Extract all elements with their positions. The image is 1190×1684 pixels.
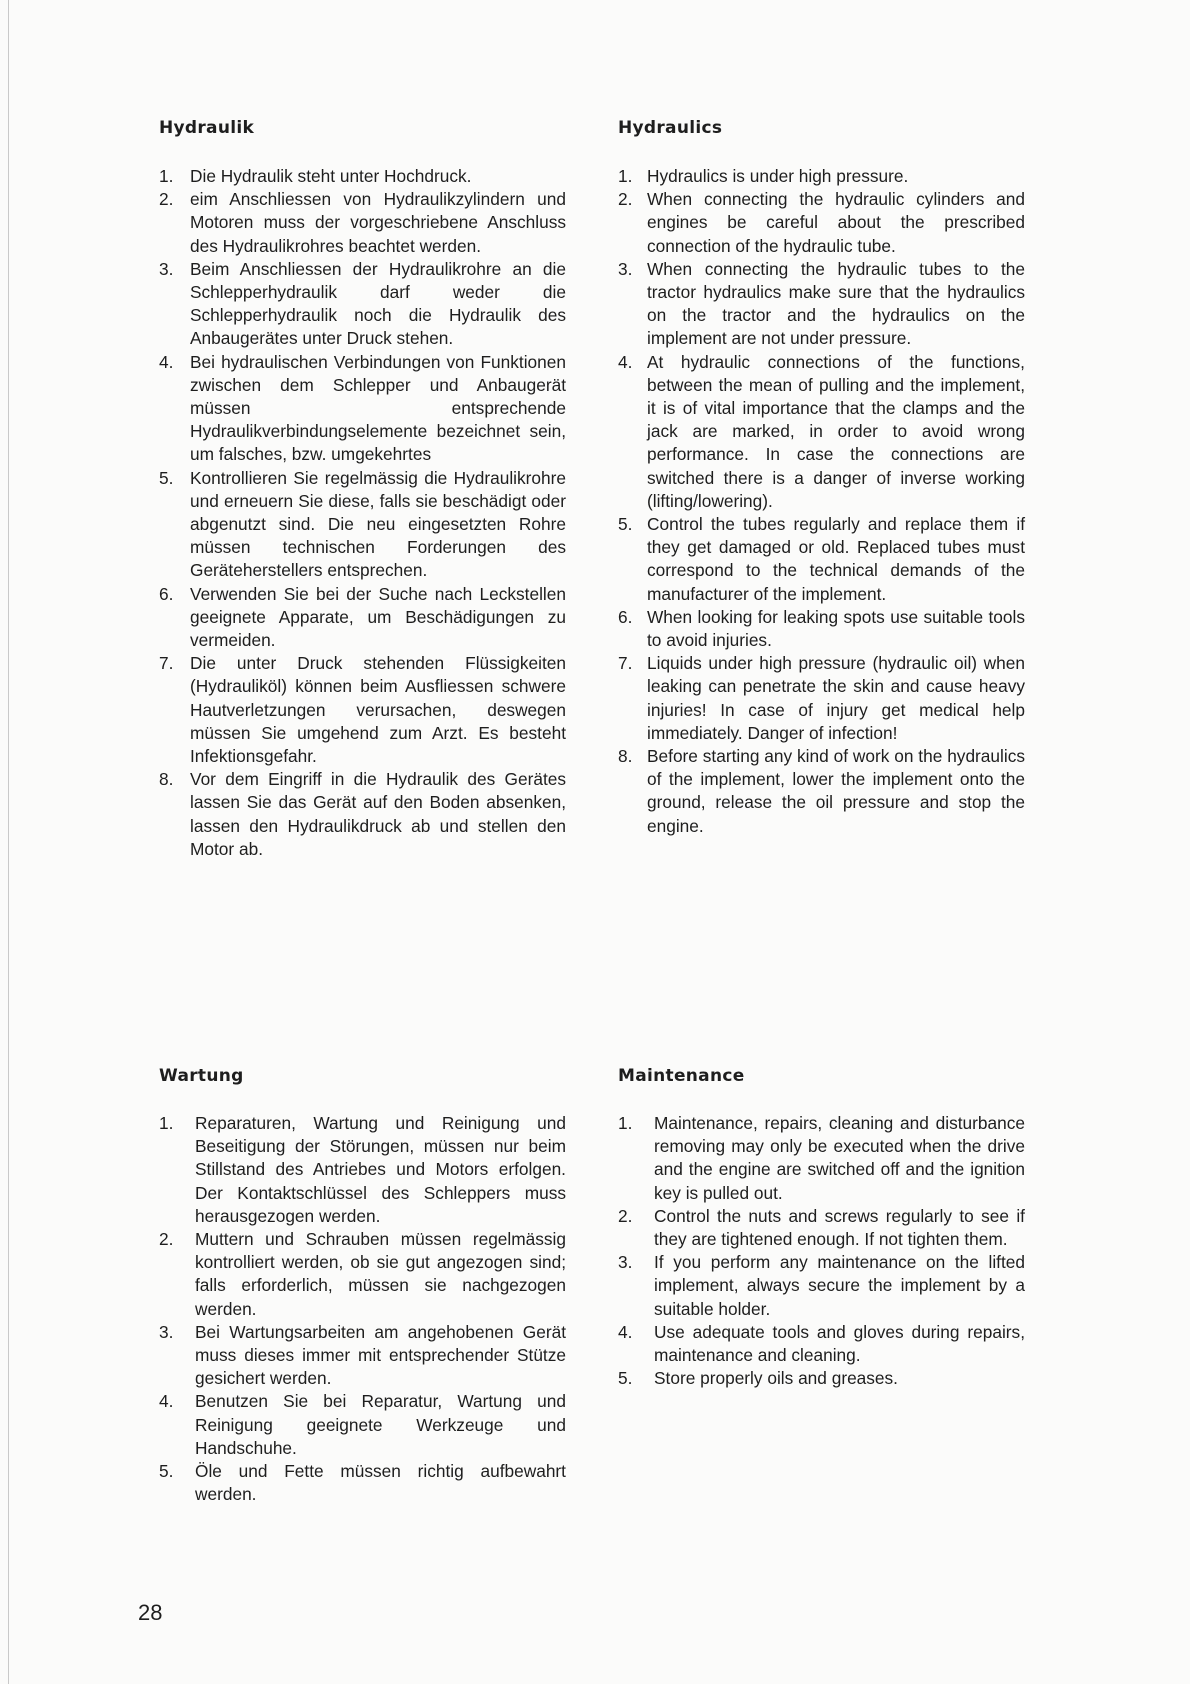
list-item: 1. Maintenance, repairs, cleaning and disturbance removing may only be executed when the drive and the engine are switched off and the ignition key is pulled out. (618, 1113, 1025, 1203)
list-item: 4. Bei hydraulischen Verbindungen von Funktionen zwischen dem Schlepper und Anbaugerät müssen entsprechende Hydraulikverbindungselemente bezeichnet sein, um falsches, bzw. umgekehrtes (159, 351, 566, 465)
section-hydraulik (159, 118, 566, 861)
list-item: 8. Before starting any kind of work on the hydraulics of the implement, lower the implement onto the ground, release the oil pressure and stop the engine. (618, 746, 1025, 836)
section-title-hydraulik: Hydraulik (159, 118, 255, 138)
list-item: 4. Use adequate tools and gloves during repairs, maintenance and cleaning. (618, 1321, 1025, 1366)
list-item: 1. Hydraulics is under high pressure. (618, 166, 909, 186)
list-wartung (159, 1112, 566, 1506)
list-item: 3. Beim Anschliessen der Hydraulikrohre an die Schlepperhydraulik darf weder die Schlepperhydraulik noch die Hydraulik des Anbaugerätes unter Druck stehen. (159, 258, 566, 349)
list-item: 2. Control the nuts and screws regularly to see if they are tightened enough. If not tighten them. (618, 1205, 1025, 1250)
list-item: 6. When looking for leaking spots use suitable tools to avoid injuries. (618, 606, 1025, 651)
list-item: 5. Store properly oils and greases. (618, 1368, 898, 1389)
list-maintenance (618, 1112, 1025, 1390)
list-item: 4. Benutzen Sie bei Reparatur, Wartung und Reinigung geeignete Werkzeuge und Handschuhe. (159, 1391, 566, 1458)
list-item: 3. Bei Wartungsarbeiten am angehobenen Gerät muss dieses immer mit entsprechender Stütze gesichert werden. (159, 1321, 566, 1389)
list-item: 1. Reparaturen, Wartung und Reinigung und Beseitigung der Störungen, müssen nur beim Stillstand des Antriebes und Motors erfolgen. Der Kontaktschlüssel des Schleppers muss herausgezogen werden. (159, 1113, 566, 1226)
list-item: 2. Muttern und Schrauben müssen regelmässig kontrolliert werden, ob sie gut angezogen sind; falls erforderlich, müssen sie nachgezogen werden. (159, 1229, 566, 1319)
page-number: 28 (138, 1600, 163, 1625)
section-maintenance (618, 1066, 1025, 1390)
list-item: 8. Vor dem Eingriff in die Hydraulik des Gerätes lassen Sie das Gerät auf den Boden absenken, lassen den Hydraulikdruck ab und stellen den Motor ab. (159, 769, 566, 859)
scan-edge-line (8, 0, 9, 1684)
list-item: 2. eim Anschliessen von Hydraulikzylindern und Motoren muss der vorgeschriebene Anschluss des Hydraulikrohres beachtet werden. (159, 189, 566, 256)
section-title-wartung: Wartung (159, 1066, 244, 1086)
list-item: 3. When connecting the hydraulic tubes to the tractor hydraulics make sure that the hydraulics on the tractor and the hydraulics on the implement are not under pressure. (618, 258, 1025, 349)
list-item: 3. If you perform any maintenance on the lifted implement, always secure the implement by a suitable holder. (618, 1252, 1025, 1319)
list-item: 6. Verwenden Sie bei der Suche nach Leckstellen geeignete Apparate, um Beschädigungen zu vermeiden. (159, 583, 566, 651)
list-item: 7. Liquids under high pressure (hydraulic oil) when leaking can penetrate the skin and cause heavy injuries! In case of injury get medical help immediately. Danger of infection! (618, 653, 1025, 743)
list-item: 1. Die Hydraulik steht unter Hochdruck. (159, 166, 472, 186)
list-item: 5. Control the tubes regularly and replace them if they get damaged or old. Replaced tubes must correspond to the technical demands of the manufacturer of the implement. (618, 514, 1025, 604)
list-item: 4. At hydraulic connections of the functions, between the mean of pulling and the implement, it is of vital importance that the clamps and the jack are marked, in order to avoid wrong performance. In case the connections are switched there is a danger of inverse working (lifting/lowering). (618, 351, 1025, 511)
list-item: 2. When connecting the hydraulic cylinders and engines be careful about the prescribed connection of the hydraulic tube. (618, 189, 1025, 256)
list-item: 5. Kontrollieren Sie regelmässig die Hydraulikrohre und erneuern Sie diese, falls sie beschädigt oder abgenutzt sind. Die neu eingesetzten Rohre müssen technischen Forderungen des Geräteherstellers entsprechen. (159, 467, 566, 581)
list-item: 5. Öle und Fette müssen richtig aufbewahrt werden. (159, 1461, 566, 1505)
section-title-hydraulics: Hydraulics (618, 118, 723, 138)
list-hydraulik (159, 165, 566, 861)
section-wartung (159, 1066, 566, 1506)
section-title-maintenance: Maintenance (618, 1066, 745, 1086)
list-hydraulics (618, 165, 1025, 838)
list-item: 7. Die unter Druck stehenden Flüssigkeiten (Hydrauliköl) können beim Ausfliessen schwere Hautverletzungen verursachen, deswegen müssen Sie umgehend zum Arzt. Es besteht Infektionsgefahr. (159, 653, 566, 767)
section-hydraulics (618, 118, 1025, 838)
